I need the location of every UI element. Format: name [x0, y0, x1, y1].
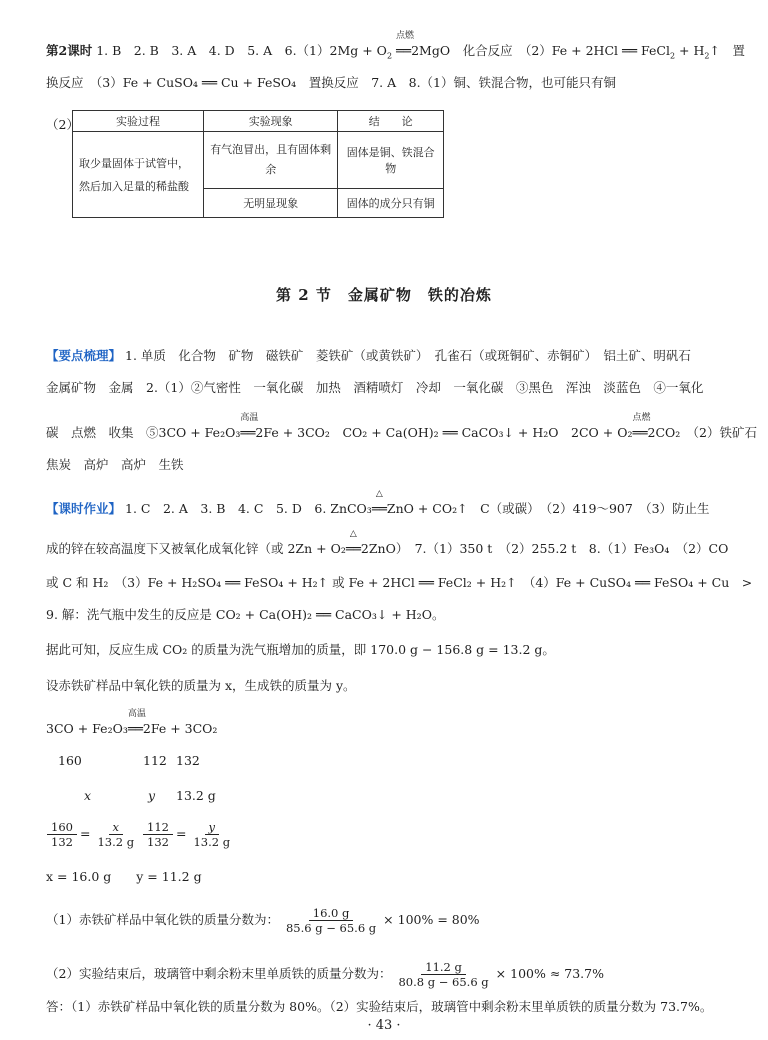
reaction-arrow-high-temp: 高温 ══: [240, 413, 259, 440]
variable: y: [148, 788, 156, 803]
cell-phenomenon: 有气泡冒出，且有固体剩余: [204, 132, 338, 189]
header-conclusion: 结 论: [338, 111, 444, 132]
key-points-line4: 焦炭 高炉 高炉 生铁: [46, 457, 184, 472]
header-procedure: 实验过程: [73, 111, 204, 132]
proportion-1: $\frac{160}{132}$ = $\frac{x}{13.2 g}$: [44, 820, 141, 849]
header-phenomenon: 实验现象: [204, 111, 338, 132]
key-points-tag: 【要点梳理】: [46, 348, 122, 363]
key-points-line1: 【要点梳理】 1. 单质 化合物 矿物 磁铁矿 菱铁矿（或黄铁矿） 孔雀石（或斑铜矿、赤铜矿） 铝土矿、明矾石: [46, 348, 691, 363]
homework-line5: 据此可知，反应生成 CO₂ 的质量为洗气瓶增加的质量，即 170.0 g − 156.8 g = 13.2 g。: [46, 642, 555, 657]
mass-value: 132: [176, 753, 200, 768]
answer-summary: 答：（1）赤铁矿样品中氧化铁的质量分数为 80%。（2）实验结束后，玻璃管中剩余粉末里单质铁的质量分数为 73.7%。: [46, 999, 713, 1014]
experiment-table: [72, 110, 444, 218]
reaction-arrow-ignite: 点燃 ══: [396, 31, 415, 58]
mass-value: 112: [143, 753, 167, 768]
reaction-arrow-high-temp: 高温 ══: [127, 709, 146, 736]
homework-line2: 成的锌在较高温度下又被氧化成氧化锌（或 2Zn + O₂ △ ══2ZnO） 7.（1）350 t （2）255.2 t 8.（1）Fe₃O₄ （2）CO: [46, 529, 729, 556]
key-points-line2: 金属矿物 金属 2.（1）②气密性 一氧化碳 加热 酒精喷灯 冷却 一氧化碳 ③黑色 浑浊 淡蓝色 ④一氧化: [46, 380, 704, 395]
key-points-line3: 碳 点燃 收集 ⑤3CO + Fe₂O₃ 高温 ══2Fe + 3CO₂ CO₂ + Ca(OH)₂ ══ CaCO₃↓ + H₂O 2CO + O₂ 点燃 ══2CO₂ （2）铁矿石: [46, 413, 757, 440]
cell-procedure: 取少量固体于试管中，然后加入足量的稀盐酸: [73, 132, 204, 218]
lesson2-line2: 换反应 （3）Fe + CuSO₄ ══ Cu + FeSO₄ 置换反应 7. A 8.（1）铜、铁混合物，也可能只有铜: [46, 75, 616, 90]
cell-phenomenon: 无明显现象: [204, 189, 338, 218]
proportion-2: $\frac{112}{132}$ = $\frac{y}{13.2 g}$: [140, 820, 237, 849]
answer-q1: （1）赤铁矿样品中氧化铁的质量分数为： $\frac{16.0 g}{85.6 g - 65.6 g}$ × 100% = 80%: [46, 906, 480, 935]
result-line: x = 16.0 g y = 11.2 g: [46, 869, 202, 884]
variable: x: [84, 788, 92, 803]
reaction-arrow-heat: △ ══: [345, 529, 361, 556]
table-header-row: [73, 111, 444, 132]
answer-q2: （2）实验结束后，玻璃管中剩余粉末里单质铁的质量分数为： $\frac{11.2 g}{80.8 g - 65.6 g}$ × 100% ≈ 73.7%: [46, 960, 604, 989]
table-row: [73, 132, 444, 189]
variable: 13.2 g: [176, 788, 216, 803]
reaction-equation: 3CO + Fe₂O₃ 高温 ══2Fe + 3CO₂: [46, 709, 218, 736]
reaction-arrow-heat: △ ══: [371, 489, 387, 516]
mass-value: 160: [58, 753, 82, 768]
homework-line4: 9. 解：洗气瓶中发生的反应是 CO₂ + Ca(OH)₂ ══ CaCO₃↓ + H₂O。: [46, 607, 445, 622]
homework-line3: 或 C 和 H₂ （3）Fe + H₂SO₄ ══ FeSO₄ + H₂↑ 或 Fe + 2HCl ══ FeCl₂ + H₂↑ （4）Fe + CuSO₄ ══ FeSO₄ + Cu >: [46, 575, 753, 590]
homework-tag: 【课时作业】: [46, 501, 122, 516]
reaction-arrow-ignite: 点燃 ══: [632, 413, 651, 440]
cell-conclusion: 固体是铜、铁混合物: [338, 132, 444, 189]
homework-line6: 设赤铁矿样品中氧化铁的质量为 x，生成铁的质量为 y。: [46, 678, 356, 693]
page-number: · 43 ·: [367, 1018, 401, 1033]
section-title: 第 2 节 金属矿物 铁的冶炼: [276, 286, 492, 304]
table-number: （2）: [46, 117, 79, 132]
lesson-heading: 第2课时: [46, 43, 93, 58]
cell-conclusion: 固体的成分只有铜: [338, 189, 444, 218]
lesson2-line1: 第2课时 1. B 2. B 3. A 4. D 5. A $6.(1)2Mg + O_2$ 点燃 ══2MgO 化合反应 （2）Fe + 2HCl ══ FeCl$_2$ + $H_2↑$ 置: [46, 31, 745, 61]
homework-line1: 【课时作业】 1. C 2. A 3. B 4. C 5. D 6. ZnCO₃ △ ══ZnO + CO₂↑ C（或碳） （2）419～907 （3）防止生: [46, 489, 710, 516]
